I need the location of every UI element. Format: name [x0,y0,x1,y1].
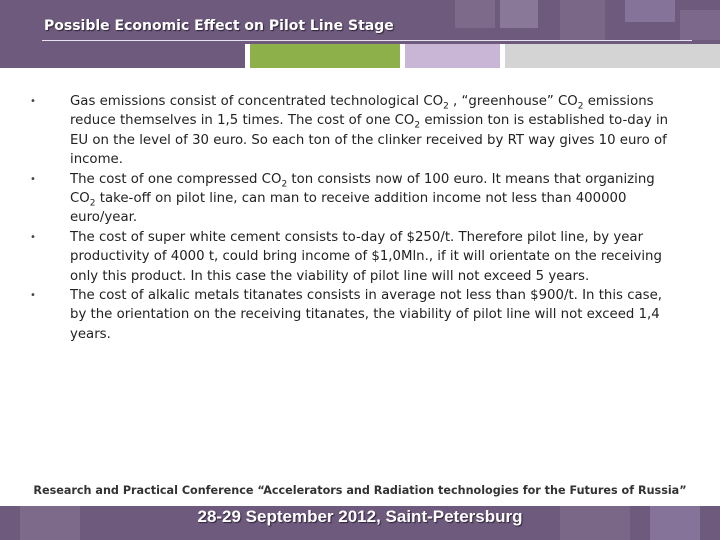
color-strip [0,44,720,68]
bullet-text: ton consists now of 100 euro. It means that organizing CO [70,171,655,207]
subscript: 2 [414,121,421,132]
decorative-square [500,0,538,28]
decorative-square [680,10,720,40]
bullet-item [22,92,682,170]
bullet-text: Gas emissions consist of concentrated technological CO [70,94,444,109]
bullet-marker: • [30,231,36,243]
bullet-text: The cost of alkalic metals titanates consists in average not less than $900/t. In this case, by the orientation on the receiving titanates, the viability of pilot line will not exceed 1,4 years. [70,288,662,342]
conference-title: Research and Practical Conference “Accelerators and Radiation technologies for the Futures of Russia” [33,484,687,497]
bullet-marker: • [30,290,36,302]
conference-date: 28-29 September 2012, Saint-Petersburg [197,507,523,526]
subscript: 2 [443,101,449,112]
bullet-list [22,92,682,344]
subscript: 2 [89,198,96,209]
bullet-text: The cost of one compressed CO [70,171,282,187]
bullet-text: emissions reduce themselves in 1,5 times. The cost of one CO [70,94,654,129]
bullet-marker: • [30,96,36,107]
bullet-text: The cost of super white cement consists to-day of $250/t. Therefore pilot line, by year productivity of 4000 t, could bring income of $1,0Mln., if it will orientate on the receiving only this product. In this case the viability of pilot line will not exceed 5 years. [70,229,662,284]
bullet-text: emission ton is established to-day in EU on the level of 30 euro. So each ton of the clinker received by RT way gives 10 euro of income. [70,113,669,168]
subscript: 2 [577,101,584,112]
bullet-item [22,170,682,228]
decorative-square [625,0,675,22]
decorative-square [560,0,605,40]
bullet-item [22,228,682,286]
bullet-text: take-off on pilot line, can man to receive addition income not less than 400000 euro/year. [70,191,627,226]
decorative-square [455,0,495,28]
header-banner [0,0,720,68]
header-divider [42,40,692,41]
bullet-item [22,286,682,344]
bullet-marker: • [30,173,36,185]
page-title: Possible Economic Effect on Pilot Line Stage [44,18,394,34]
content-body [22,92,682,344]
subscript: 2 [281,179,288,190]
bullet-text: , “greenhouse” CO [448,94,578,109]
